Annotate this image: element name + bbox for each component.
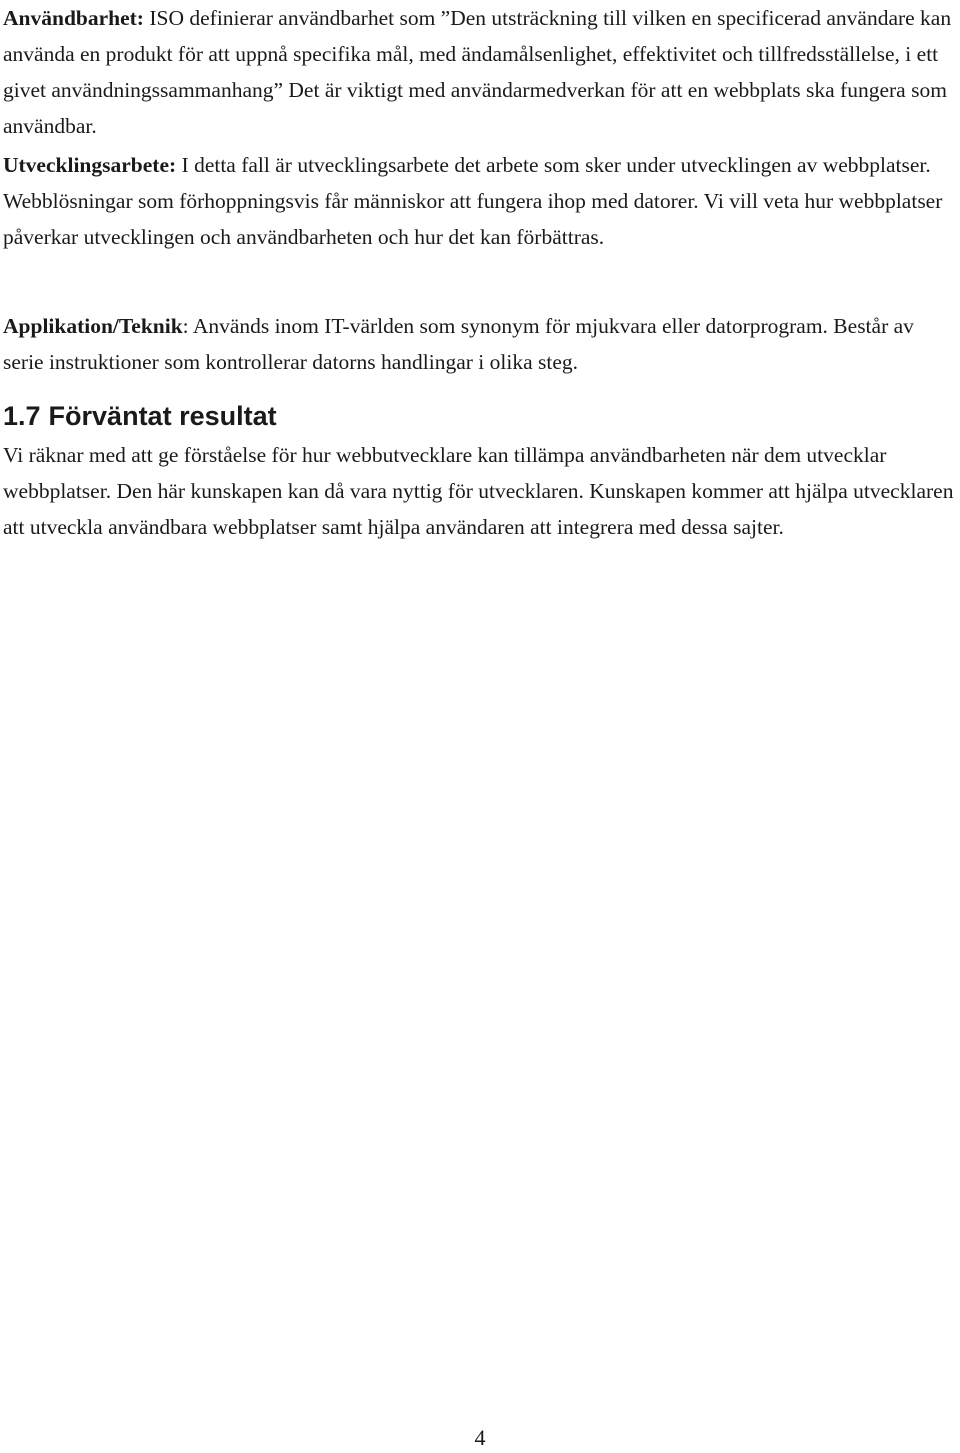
definition-applikation	[3, 308, 957, 380]
definition-term: Applikation/Teknik	[3, 314, 183, 338]
definition-utvecklingsarbete	[3, 147, 957, 255]
definition-text: I detta fall är utvecklingsarbete det arbete som sker under utvecklingen av webbplatser. Webblösningar som förhoppningsvis får människor att fungera ihop med datorer. Vi vill veta hur webbplatser påverkar utvecklingen och användbarheten och hur det kan förbättras.	[3, 153, 943, 249]
definition-text: : Används inom IT-världen som synonym för mjukvara eller datorprogram. Består av serie instruktioner som kontrollerar datorns handlingar i olika steg.	[3, 314, 914, 374]
section-number: 1.7	[3, 401, 41, 431]
definition-anvandbarhet	[3, 0, 957, 144]
section-body: Vi räknar med att ge förståelse för hur webbutvecklare kan tillämpa användbarheten när dem utvecklar webbplatser. Den här kunskapen kan då vara nyttig för utvecklaren. Kunskapen kommer att hjälpa utvecklaren att utveckla användbara webbplatser samt hjälpa användaren att integrera med dessa sajter.	[3, 443, 954, 539]
page-number: 4	[474, 1425, 486, 1450]
section-title: Förväntat resultat	[48, 401, 277, 431]
definition-text: ISO definierar användbarhet som ”Den utsträckning till vilken en specificerad användare kan använda en produkt för att uppnå specifika mål, med ändamålsenlighet, effektivitet och tillfredsställelse, i ett givet användningssammanhang” Det är viktigt med användarmedverkan för att en webbplats ska fungera som användbar.	[3, 6, 952, 138]
definition-term: Användbarhet:	[3, 6, 144, 30]
section-heading	[3, 397, 277, 435]
definition-term: Utvecklingsarbete:	[3, 153, 177, 177]
